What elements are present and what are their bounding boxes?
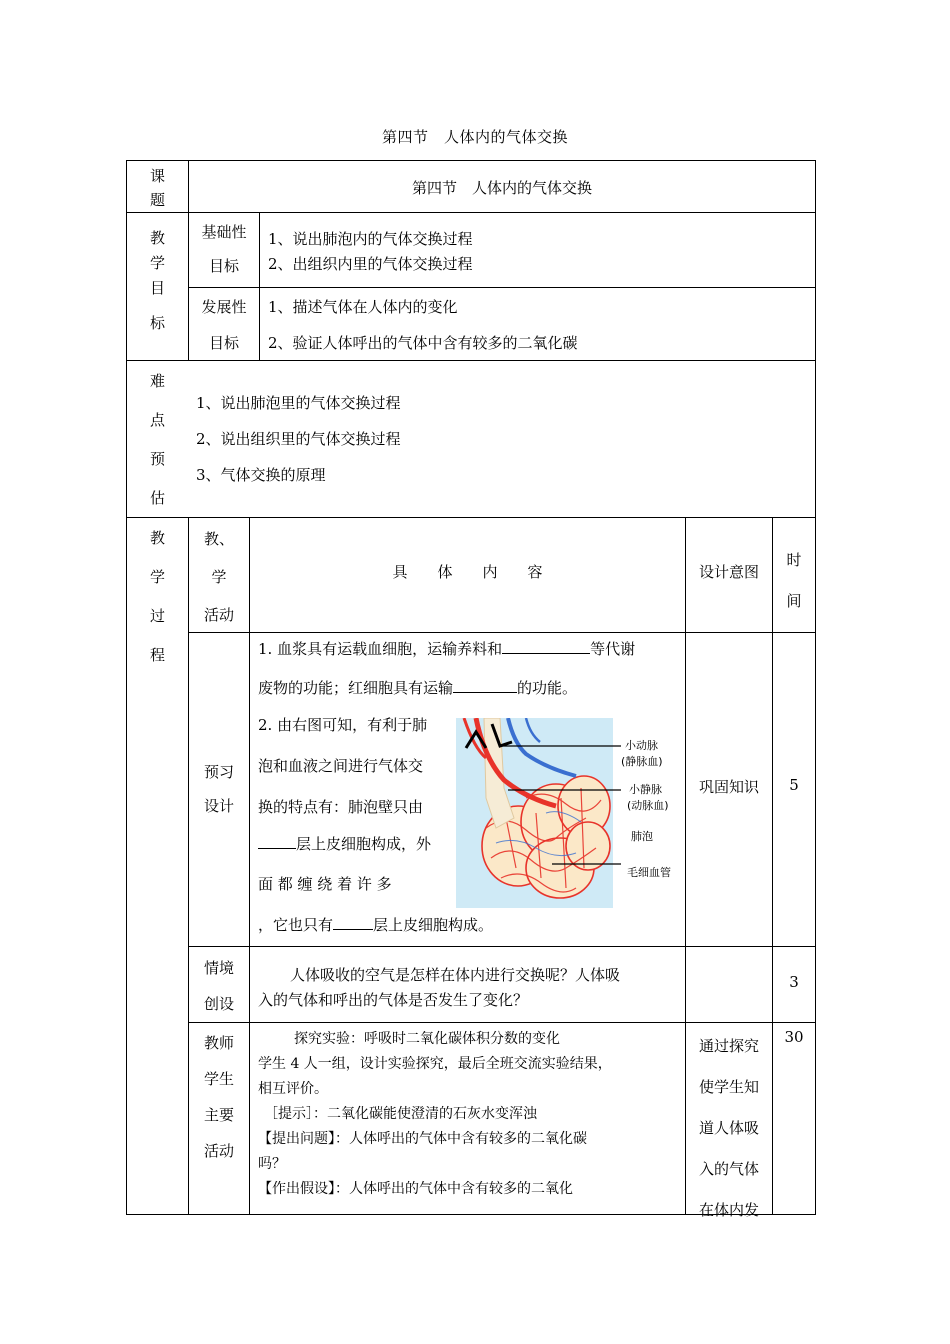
document-title: 第四节 人体内的气体交换 (381, 128, 568, 146)
preview-line-7: 面 都 缠 绕 着 许 多 (258, 875, 392, 893)
basic-objective-items: 1、说出肺泡内的气体交换过程 2、出组织内里的气体交换过程 (268, 230, 473, 273)
main-activity-intent: 通过探究 使学生知 道人体吸 入的气体 在体内发 (698, 1037, 759, 1219)
label-capillary: 毛细血管 (627, 866, 671, 879)
label-venule: 小静脉 (629, 783, 662, 796)
main-activity-time: 30 (784, 1028, 804, 1046)
preview-line-3: 2. 由右图可知，有利于肺 (258, 716, 428, 734)
preview-line-2: 废物的功能；红细胞具有运输 的功能。 (258, 679, 578, 697)
difficulties-label: 难 点 预 估 (149, 372, 165, 507)
preview-label: 预习 设计 (203, 763, 234, 815)
preview-line-8: ，它也只有 层上皮细胞构成。 (258, 916, 494, 934)
topic-value: 第四节 人体内的气体交换 (411, 179, 592, 197)
preview-line-1: 1. 血浆具有运载血细胞，运输养料和 等代谢 (258, 640, 636, 658)
development-objective-label: 发展性 目标 (201, 298, 247, 352)
main-activity-content: 探究实验：呼吸时二氧化碳体积分数的变化 学生 4 人一组，设计实验探究，最后全班交流实验结果， 相互评价。 ［提示］：二氧化碳能使澄清的石灰水变浑浊 【提出问题】：人体呼出的气体中含有较多的二氧化碳 吗？ 【作出假设】：人体呼出的气体中含有较多的二氧化 (258, 1031, 612, 1197)
header-activity: 教、 学 活动 (203, 530, 234, 624)
development-objective-items: 1、描述气体在人体内的变化 2、验证人体呼出的气体中含有较多的二氧化碳 (268, 298, 578, 352)
preview-line-4: 泡和血液之间进行气体交 (258, 757, 424, 775)
answer-blank (258, 848, 296, 849)
label-arteriole-note: (静脉血) (621, 755, 663, 768)
preview-line-5: 换的特点有：肺泡壁只由 (258, 798, 424, 816)
label-arteriole: 小动脉 (625, 739, 658, 752)
objectives-label: 教 学 目 标 (149, 229, 165, 332)
preview-line-6: 层上皮细胞构成，外 (258, 833, 431, 854)
header-time: 时 间 (786, 551, 802, 610)
topic-label: 课 题 (149, 167, 165, 209)
process-label: 教 学 过 程 (149, 529, 165, 664)
difficulties-items: 1、说出肺泡里的气体交换过程 2、说出组织里的气体交换过程 3、气体交换的原理 (196, 394, 401, 484)
label-alveolus: 肺泡 (631, 830, 653, 843)
header-content: 具 体 内 容 (392, 563, 543, 581)
answer-blank (502, 653, 590, 654)
situation-label: 情境 创设 (203, 959, 234, 1013)
basic-objective-label: 基础性 目标 (201, 223, 247, 275)
situation-time: 3 (789, 973, 799, 991)
preview-time: 5 (789, 776, 799, 794)
answer-blank (453, 692, 517, 693)
answer-blank (333, 929, 373, 930)
header-intent: 设计意图 (698, 563, 759, 581)
main-activity-label: 教师 学生 主要 活动 (203, 1034, 234, 1160)
preview-intent: 巩固知识 (698, 778, 759, 796)
situation-text: 人体吸收的空气是怎样在体内进行交换呢？人体吸 入的气体和呼出的气体是否发生了变化？ (258, 966, 621, 1009)
label-venule-note: (动脉血) (627, 799, 669, 812)
